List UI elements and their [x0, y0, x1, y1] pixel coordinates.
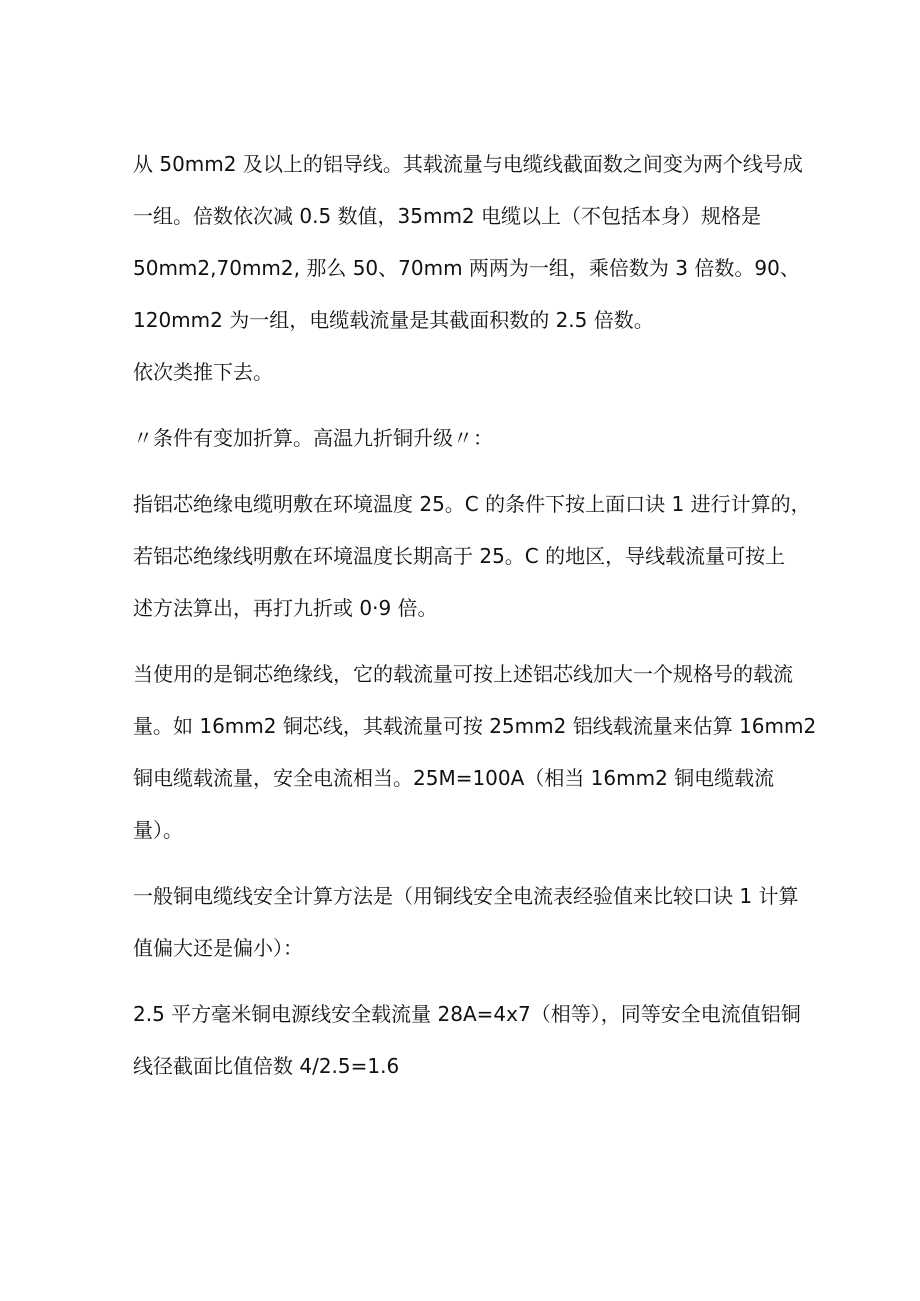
text-line: 若铝芯绝缘线明敷在环境温度长期高于 25。C 的地区，导线载流量可按上: [133, 544, 786, 568]
document-body: [133, 138, 817, 1092]
text-line: 当使用的是铜芯绝缘线，它的载流量可按上述铝芯线加大一个规格号的载流: [133, 662, 793, 686]
paragraph-copper-method: [133, 870, 798, 974]
paragraph-temperature: [133, 478, 811, 634]
text-line: 依次类推下去。: [133, 360, 273, 384]
paragraph-aluminum-sizes: [133, 138, 803, 398]
paragraph-copper-example: [133, 988, 801, 1092]
text-line: 量）。: [133, 818, 183, 842]
text-line: 量。如 16mm2 铜芯线，其载流量可按 25mm2 铝线载流量来估算 16mm2: [133, 714, 817, 738]
paragraph-copper-upgrade: [133, 648, 817, 856]
text-line: 50mm2,70mm2, 那么 50、70mm 两两为一组，乘倍数为 3 倍数。90、: [133, 256, 800, 280]
text-line: 值偏大还是偏小）：: [133, 936, 303, 960]
text-line: 120mm2 为一组，电缆载流量是其截面积数的 2.5 倍数。: [133, 308, 654, 332]
text-line: 〃条件有变加折算。高温九折铜升级〃：: [133, 426, 493, 450]
text-line: 指铝芯绝缘电缆明敷在环境温度 25。C 的条件下按上面口诀 1 进行计算的，: [133, 492, 811, 516]
text-line: 线径截面比值倍数 4/2.5=1.6: [133, 1054, 400, 1078]
text-line: 一般铜电缆线安全计算方法是（用铜线安全电流表经验值来比较口诀 1 计算: [133, 884, 799, 908]
text-line: 2.5 平方毫米铜电源线安全载流量 28A=4x7（相等），同等安全电流值铝铜: [133, 1002, 801, 1026]
paragraph-gap: [133, 974, 798, 988]
paragraph-gap: [133, 398, 798, 412]
paragraph-gap: [133, 856, 798, 870]
text-line: 述方法算出，再打九折或 0·9 倍。: [133, 596, 438, 620]
text-line: 从 50mm2 及以上的铝导线。其载流量与电缆线截面数之间变为两个线号成: [133, 152, 803, 176]
text-line: 一组。倍数依次减 0.5 数值，35mm2 电缆以上（不包括本身）规格是: [133, 204, 762, 228]
paragraph-rule-heading: [133, 412, 798, 464]
paragraph-gap: [133, 634, 798, 648]
paragraph-gap: [133, 464, 798, 478]
text-line: 铜电缆载流量，安全电流相当。25M=100A（相当 16mm2 铜电缆载流: [133, 766, 775, 790]
